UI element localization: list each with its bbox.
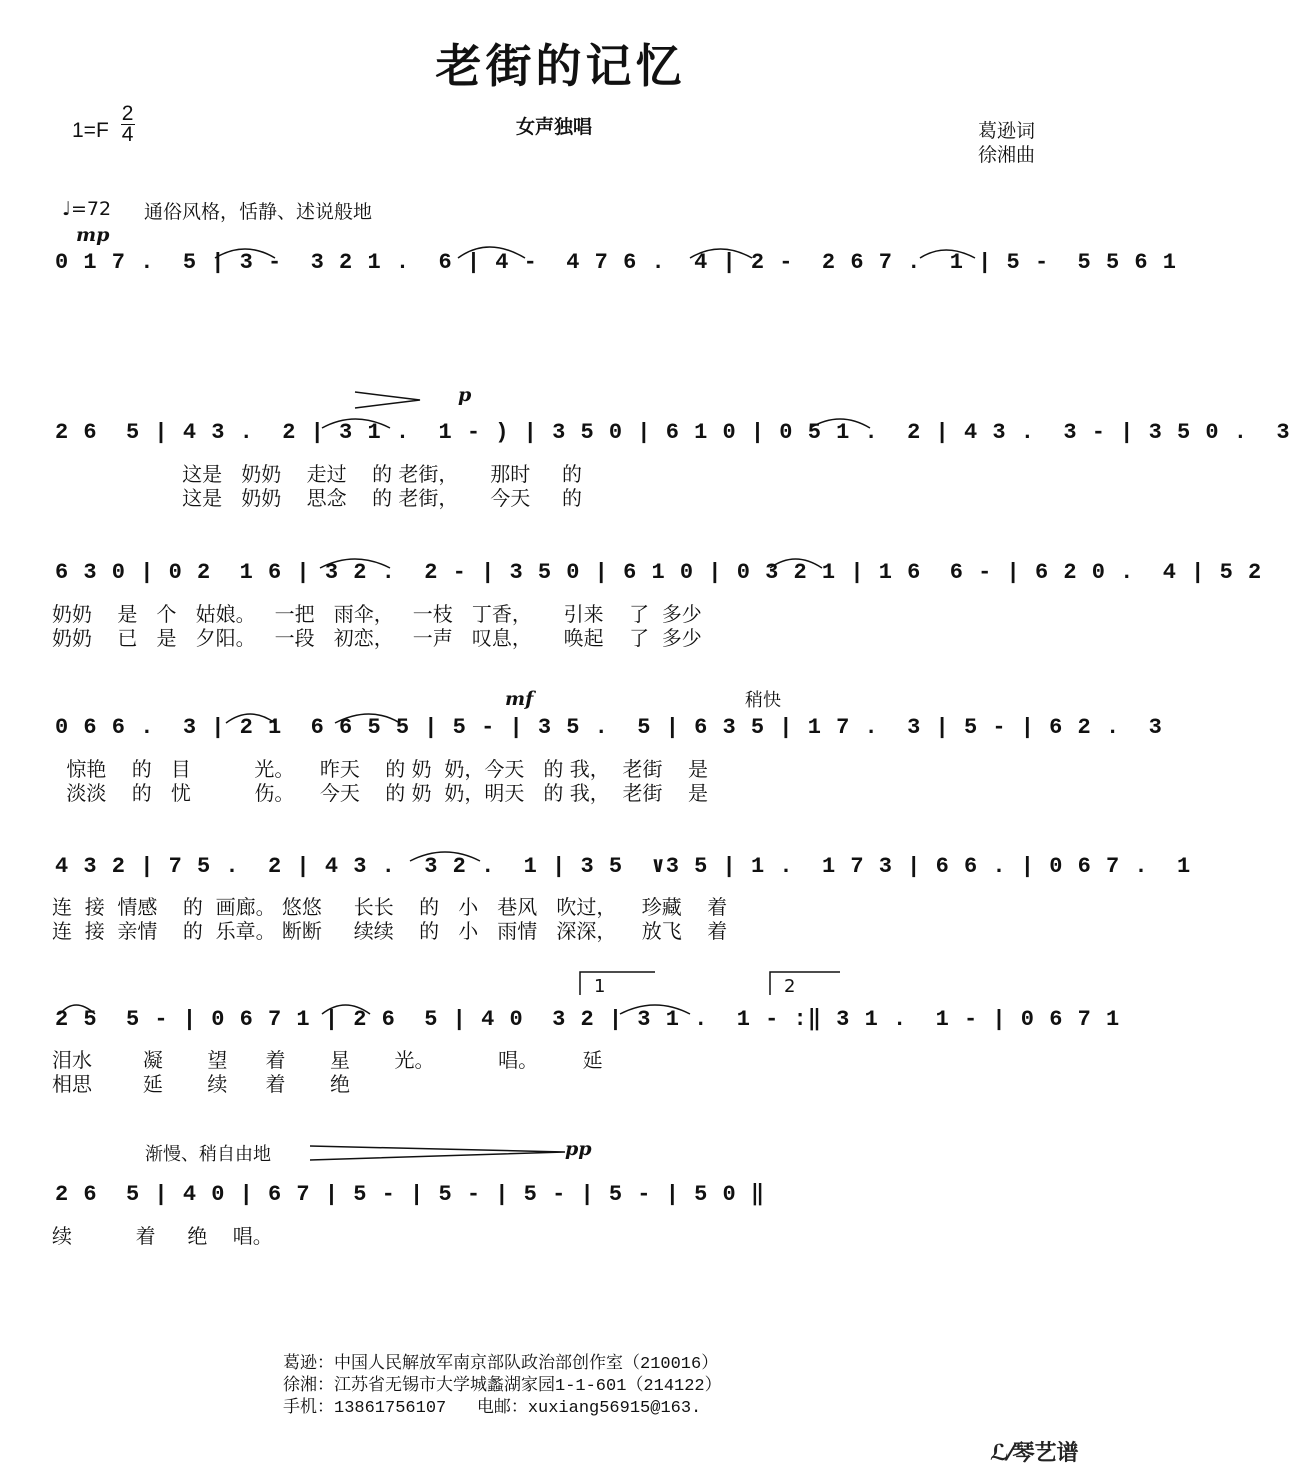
footer-contact-1: 葛逊：中国人民解放军南京部队政治部创作室（210016） (283, 1355, 719, 1374)
decrescendo-hairpin-final (310, 1146, 565, 1160)
tie-1 (215, 249, 275, 258)
dynamic-pp: pp (565, 1138, 592, 1160)
lyrics-row-6-verse-2: 相思 延 续 着 绝 (52, 1072, 351, 1096)
notes-row-4: 0 6 6 . 3 | 2 1 6 6 5 5 | 5 - | 3 5 . 5 | 6 3 5 | 1 7 . 3 | 5 - | 6 2 . 3 (55, 715, 1163, 740)
tie-2 (458, 247, 525, 258)
key-label: 1=F (72, 119, 109, 143)
lyrics-row-5-verse-2: 连 接 亲情 的 乐章。 断断 续续 的 小 雨情 深深， 放飞 着 (52, 919, 728, 943)
tie-13 (322, 1005, 370, 1014)
tie-4 (920, 250, 975, 258)
time-top: 2 (121, 102, 134, 125)
tie-12 (60, 1005, 95, 1014)
notes-row-7: 2 6 5 | 4 0 | 6 7 | 5 - | 5 - | 5 - | 5 - | 5 0 ‖ (55, 1182, 766, 1207)
lyrics-row-4-verse-2: 淡淡 的 忧 伤。 今天 的 奶 奶，明天 的 我， 老街 是 (60, 781, 708, 805)
volta-2-label: 2 (784, 976, 796, 997)
dynamic-p: p (458, 384, 472, 406)
notes-row-5: 4 3 2 | 7 5 . 2 | 4 3 . 3 2 . 1 | 3 5 ∨3 5 | 1 . 1 7 3 | 6 6 . | 0 6 7 . 1 (55, 854, 1192, 879)
style-marking: 通俗风格，恬静、述说般地 (144, 201, 373, 223)
lyrics-row-4-verse-1: 惊艳 的 目 光。 昨天 的 奶 奶，今天 的 我， 老街 是 (60, 757, 708, 781)
composer-credit: 徐湘曲 (978, 144, 1036, 166)
notes-row-6: 2 5 5 - | 0 6 7 1 | 2 6 5 | 4 0 3 2 | 3 1 . 1 - :‖ 3 1 . 1 - | 0 6 7 1 (55, 1007, 1121, 1032)
tie-10 (335, 714, 400, 723)
tie-3 (690, 249, 752, 258)
quarter-note-icon: ♩ (62, 198, 71, 220)
volta-1-label: 1 (594, 976, 606, 997)
tie-8 (770, 559, 822, 568)
notes-row-3: 6 3 0 | 0 2 1 6 | 3 2 . 2 - | 3 5 0 | 6 1 0 | 0 3 2 1 | 1 6 6 - | 6 2 0 . 4 | 5 2 (55, 560, 1263, 585)
dynamic-mf: mf (505, 688, 534, 710)
footer-contact-3: 手机：13861756107 电邮：xuxiang56915@163. (283, 1399, 702, 1418)
notes-row-1: 0 1 7 . 5 | 3 - 3 2 1 . 6 | 4 - 4 7 6 . 4 | 2 - 2 6 7 . 1 | 5 - 5 5 6 1 (55, 250, 1177, 275)
dynamic-mp: mp (76, 224, 110, 246)
volta-2-bracket (770, 972, 840, 995)
subtitle: 女声独唱 (516, 116, 593, 138)
footer-contact-2: 徐湘：江苏省无锡市大学城蠡湖家园1-1-601（214122） (283, 1377, 722, 1396)
logo-text: 琴艺谱 (1012, 1441, 1079, 1466)
tie-7 (320, 559, 390, 568)
faster-marking: 稍快 (745, 690, 781, 711)
lyrics-row-2-verse-1: 这是 奶奶 走过 的 老街， 那时 的 (55, 462, 583, 486)
tie-9 (226, 714, 275, 723)
tie-5 (322, 419, 390, 428)
volta-1-bracket (580, 972, 655, 995)
slower-marking: 渐慢、稍自由地 (145, 1144, 271, 1165)
lyrics-row-3-verse-2: 奶奶 已 是 夕阳。 一段 初恋， 一声 叹息， 唤起 了 多少 (52, 626, 702, 650)
site-logo (990, 1436, 1079, 1467)
lyrics-row-6-verse-1: 泪水 凝 望 着 星 光。 唱。 延 (52, 1048, 603, 1072)
tie-14 (620, 1005, 690, 1014)
page-title: 老街的记忆 (435, 39, 686, 93)
lyrics-row-5-verse-1: 连 接 情感 的 画廊。 悠悠 长长 的 小 巷风 吹过， 珍藏 着 (52, 895, 728, 919)
lyrics-row-2-verse-2: 这是 奶奶 思念 的 老街， 今天 的 (55, 486, 583, 510)
tie-11 (410, 852, 480, 861)
logo-icon: ℒ⁄ (990, 1441, 1013, 1466)
tempo-value: =72 (70, 198, 112, 220)
time-bottom: 4 (121, 123, 134, 146)
lyrics-row-3-verse-1: 奶奶 是 个 姑娘。 一把 雨伞， 一枝 丁香， 引来 了 多少 (52, 602, 702, 626)
decrescendo-hairpin (355, 392, 420, 408)
tie-6 (810, 419, 870, 428)
lyricist-credit: 葛逊词 (978, 120, 1036, 142)
notes-row-2: 2 6 5 | 4 3 . 2 | 3 1 . 1 - ) | 3 5 0 | 6 1 0 | 0 5 1 . 2 | 4 3 . 3 - | 3 5 0 . 3 (55, 420, 1291, 445)
lyrics-row-7: 续 着 绝 唱。 (52, 1224, 273, 1248)
